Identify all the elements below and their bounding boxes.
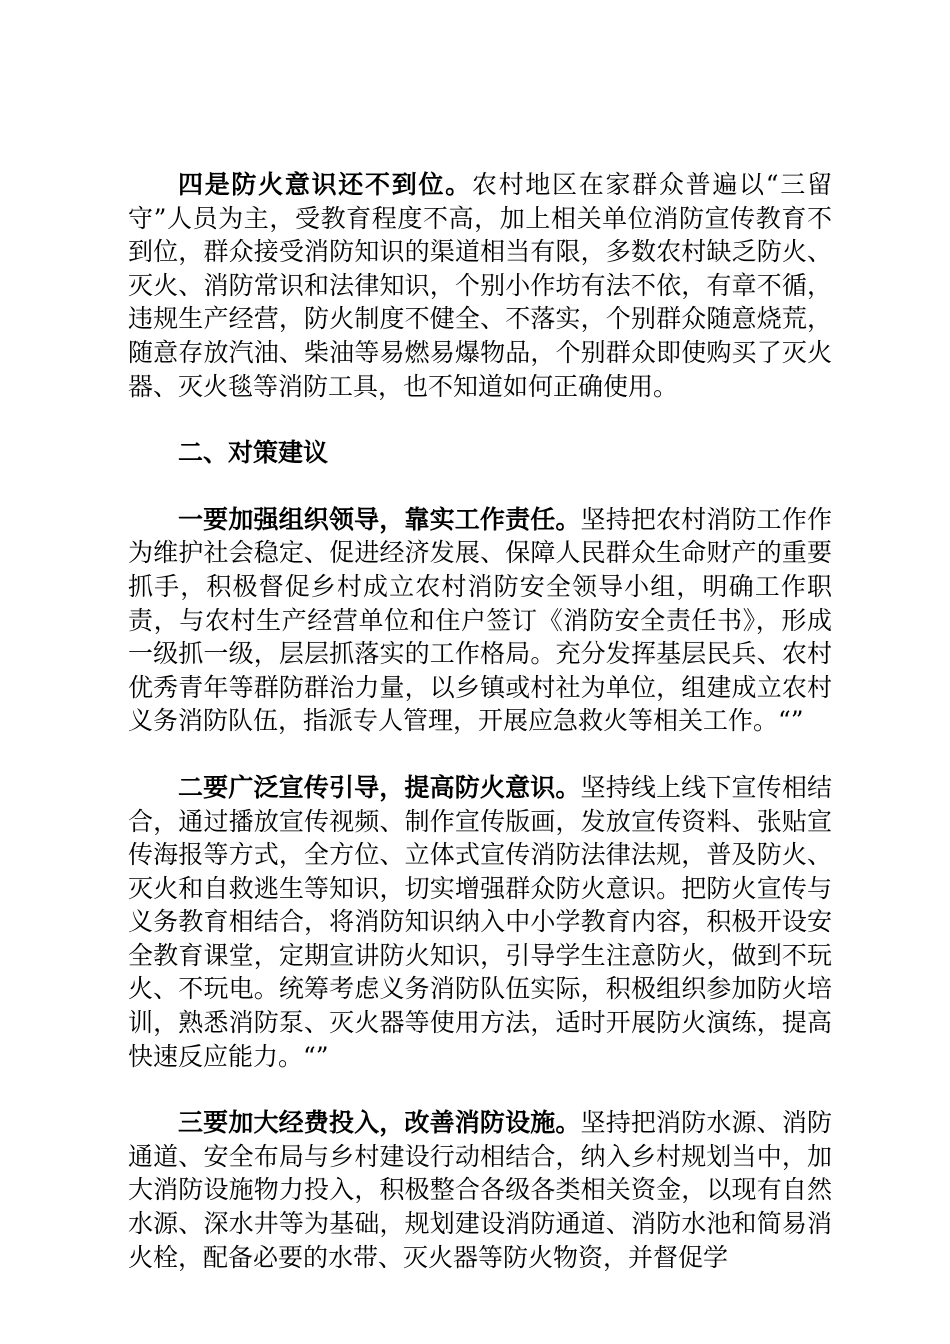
- paragraph-lead: 二要广泛宣传引导，提高防火意识。: [178, 772, 581, 802]
- section-heading-text: 二、对策建议: [178, 438, 329, 468]
- section-heading: [128, 436, 832, 470]
- paragraph-organization: [128, 503, 832, 738]
- document-page: [128, 168, 832, 1307]
- paragraph-body: 坚持线上线下宣传相结合，通过播放宣传视频、制作宣传版画，发放宣传资料、张贴宣传海报等方式，全方位、立体式宣传消防法律法规，普及防火、灭火和自救逃生等知识，切实增强群众防火意识。把防火宣传与义务教育相结合，将消防知识纳入中小学教育内容，积极开设安全教育课堂，定期宣讲防火知识，引导学生注意防火，做到不玩火、不玩电。统筹考虑义务消防队伍实际，积极组织参加防火培训，熟悉消防泵、灭火器等使用方法，适时开展防火演练，提高快速反应能力。“”: [128, 772, 832, 1071]
- paragraph-body: 坚持把消防水源、消防通道、安全布局与乡村建设行动相结合，纳入乡村规划当中，加大消防设施物力投入，积极整合各级各类相关资金，以现有自然水源、深水井等为基础，规划建设消防通道、消防水池和简易消火栓，配备必要的水带、灭火器等防火物资，并督促学: [128, 1108, 832, 1272]
- paragraph-funding: [128, 1106, 832, 1274]
- paragraph-fire-awareness: [128, 168, 832, 403]
- paragraph-lead: 四是防火意识还不到位。: [178, 170, 472, 199]
- paragraph-lead: 一要加强组织领导，靠实工作责任。: [178, 504, 581, 534]
- paragraph-body: 农村地区在家群众普遍以“三留守”人员为主，受教育程度不高，加上相关单位消防宣传教育不到位，群众接受消防知识的渠道相当有限，多数农村缺乏防火、灭火、消防常识和法律知识，个别小作坊有法不依，有章不循，违规生产经营，防火制度不健全、不落实，个别群众随意烧荒，随意存放汽油、柴油等易燃易爆物品，个别群众即使购买了灭火器、灭火毯等消防工具，也不知道如何正确使用。: [128, 170, 832, 401]
- paragraph-body: 坚持把农村消防工作作为维护社会稳定、促进经济发展、保障人民群众生命财产的重要抓手，积极督促乡村成立农村消防安全领导小组，明确工作职责，与农村生产经营单位和住户签订《消防安全责任书》，形成一级抓一级，层层抓落实的工作格局。充分发挥基层民兵、农村优秀青年等群防群治力量，以乡镇或村社为单位，组建成立农村义务消防队伍，指派专人管理，开展应急救火等相关工作。“”: [128, 504, 832, 736]
- paragraph-publicity: [128, 771, 832, 1073]
- paragraph-lead: 三要加大经费投入，改善消防设施。: [178, 1108, 581, 1138]
